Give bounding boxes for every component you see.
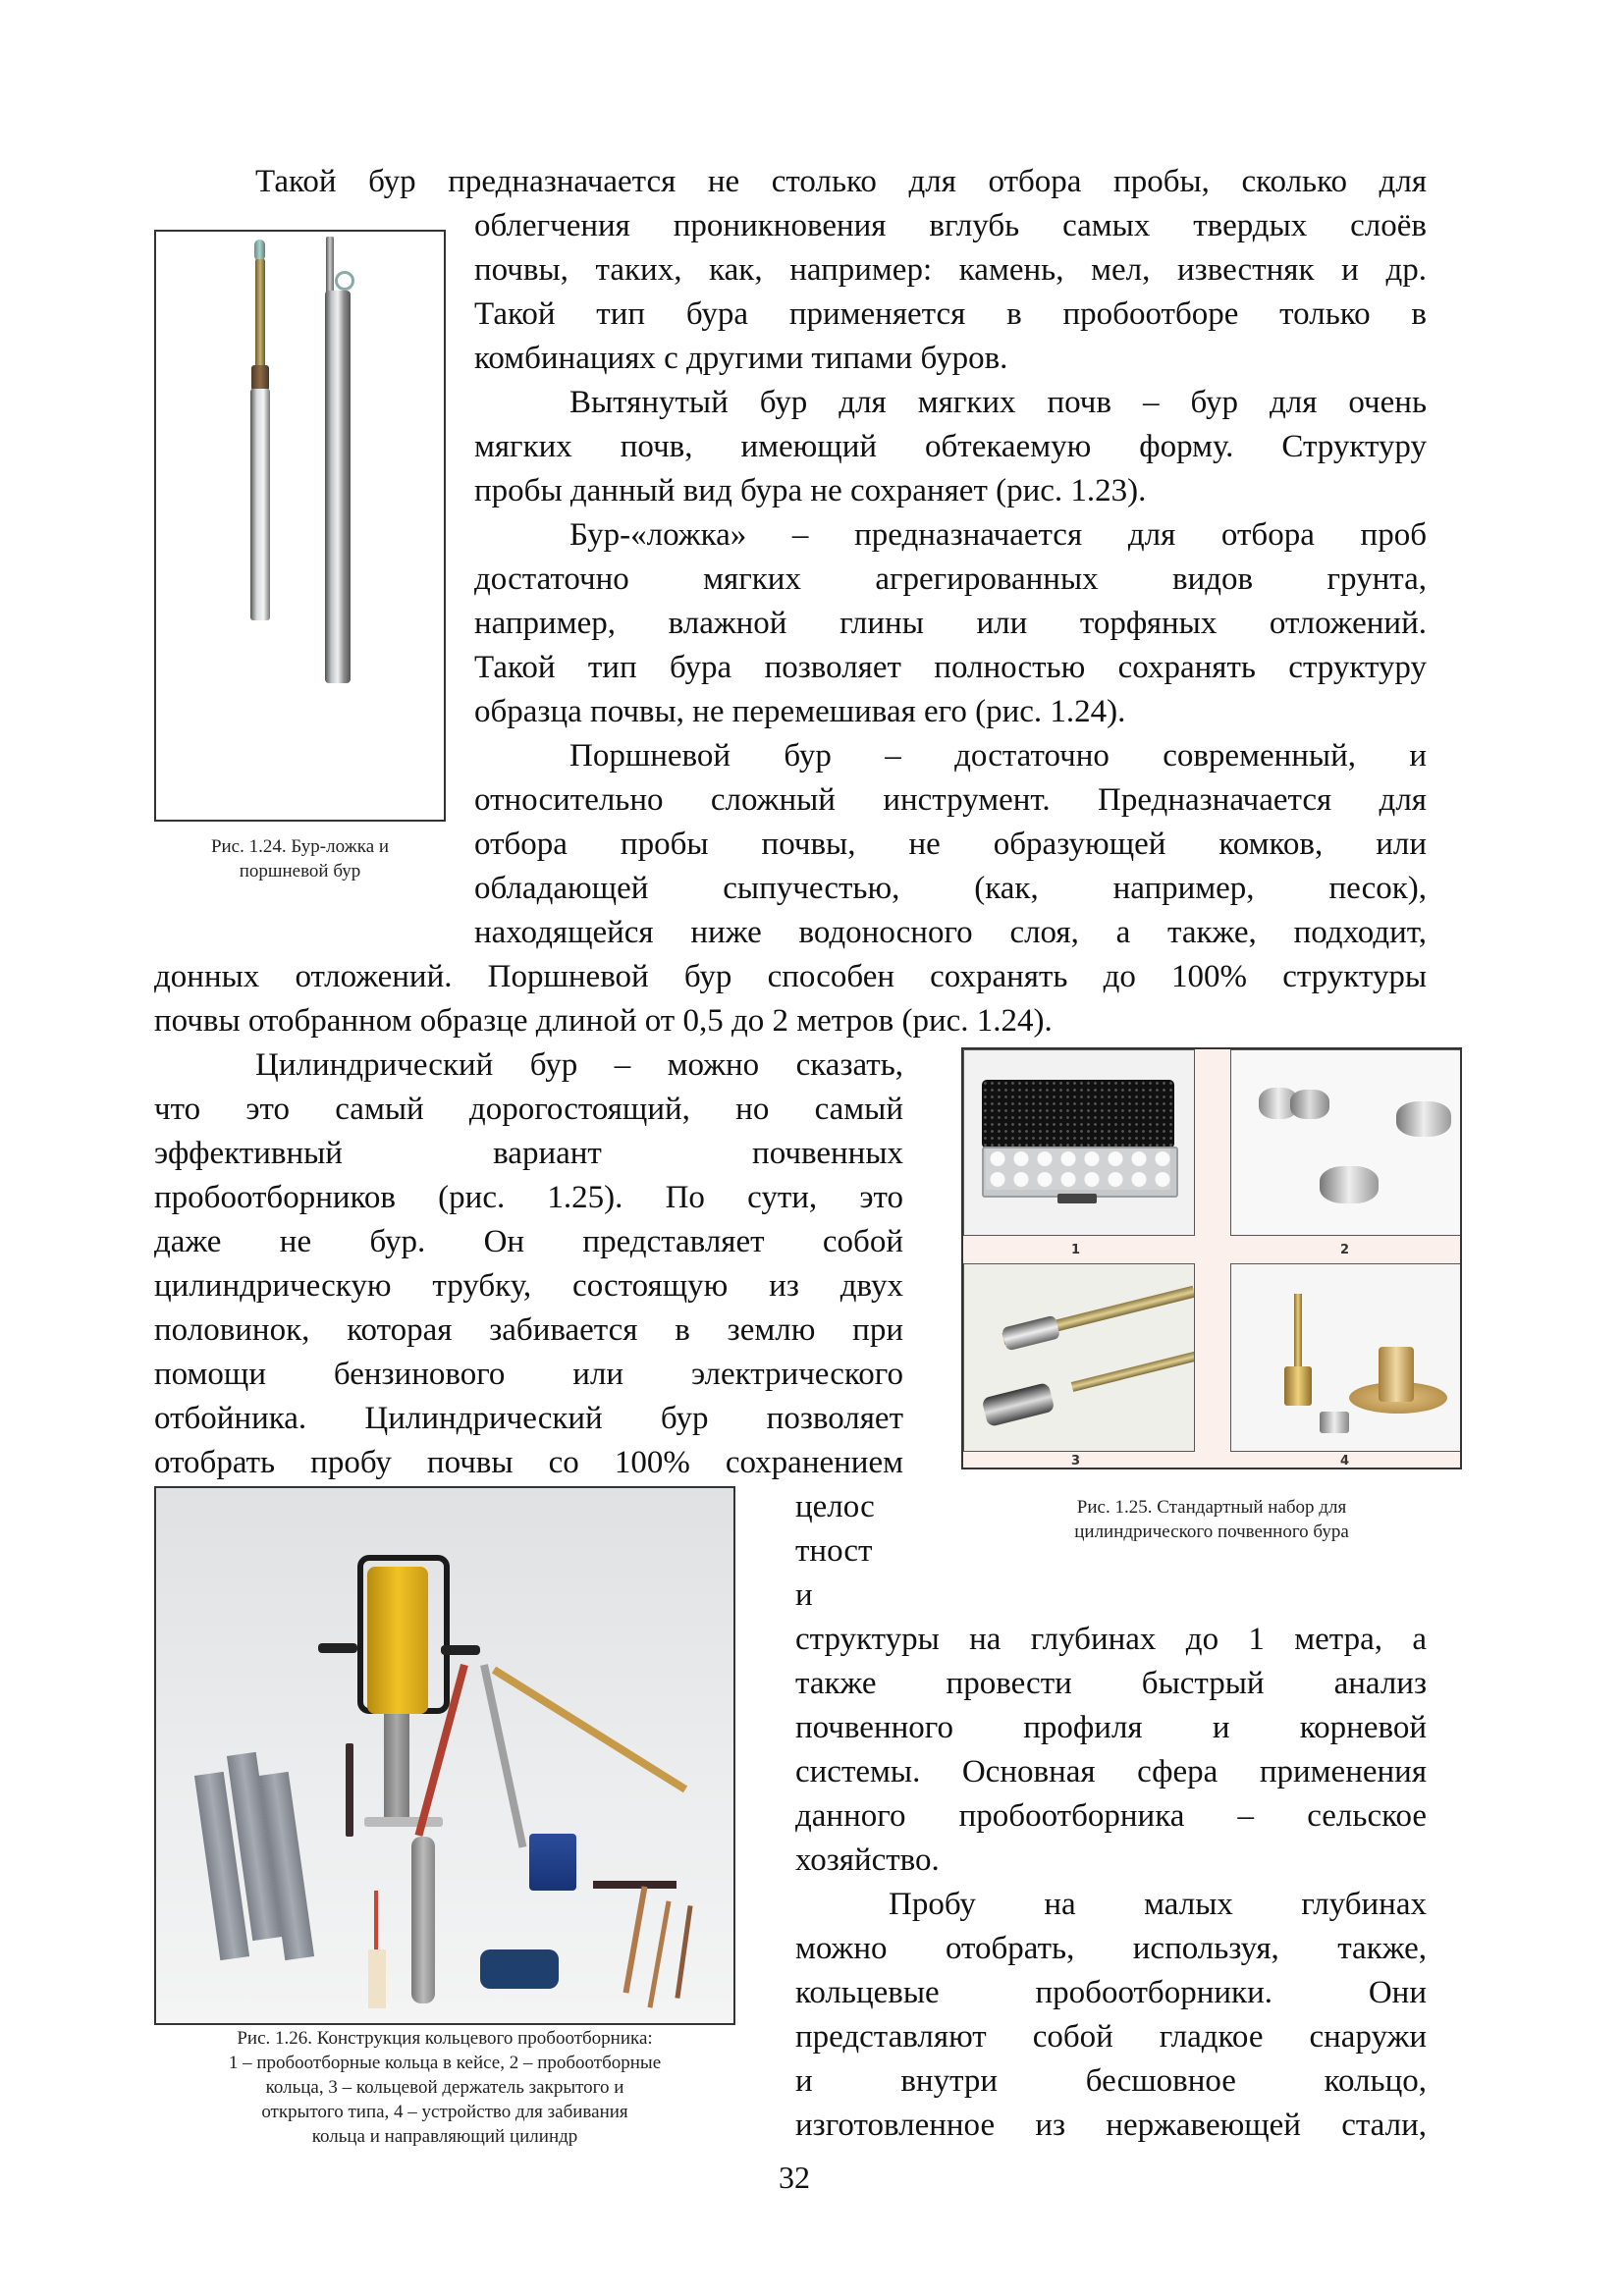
figure-1-26-image xyxy=(154,1486,735,2025)
piston-line-1: Поршневой бур – достаточно современный, и xyxy=(569,738,1427,774)
panel-3-holders xyxy=(963,1263,1195,1452)
panel-label-2: 2 xyxy=(1340,1243,1350,1257)
figure-1-25-caption xyxy=(961,1495,1462,1544)
piston-line-3: отбора пробы почвы, не образующей комков, или xyxy=(474,827,1427,862)
cylinder-line-4: пробоотборников (рис. 1.25). По сути, это xyxy=(154,1180,903,1215)
figure-1-24-caption xyxy=(154,834,446,883)
auger-rods-photo-icon xyxy=(156,232,444,820)
figure-1-25-caption-line-2: цилиндрического почвенного бура xyxy=(1074,1522,1349,1542)
cylinder-line-7: половинок, которая забивается в землю при xyxy=(154,1312,903,1348)
stretched-line-2: мягких почв, имеющий обтекаемую форму. Структуру xyxy=(474,429,1427,464)
piston-line-4: обладающей сыпучестью, (как, например, песок), xyxy=(474,871,1427,906)
broken-word-3: и xyxy=(795,1577,813,1613)
cylinder-cont-3: почвенного профиля и корневой xyxy=(795,1710,1427,1745)
ring-line-4: представляют собой гладкое снаружи xyxy=(795,2019,1427,2055)
figure-1-26-caption-line-5: кольца и направляющий цилиндр xyxy=(311,2126,578,2147)
ring-sampler-kit-photo-icon xyxy=(156,1488,733,2023)
figure-1-26-caption-line-3: кольца, 3 – кольцевой держатель закрытого и xyxy=(265,2077,624,2098)
cylinder-line-6: цилиндрическую трубку, состоящую из двух xyxy=(154,1268,903,1304)
panel-4-driver xyxy=(1230,1263,1462,1452)
cylinder-cont-6: хозяйство. xyxy=(795,1842,940,1878)
figure-1-26-caption-line-4: открытого типа, 4 – устройство для забивания xyxy=(261,2102,628,2122)
panel-1-case xyxy=(963,1049,1195,1236)
spoon-line-3: например, влажной глины или торфяных отложений. xyxy=(474,606,1427,641)
cylinder-cont-4: системы. Основная сфера применения xyxy=(795,1754,1427,1789)
ring-line-3: кольцевые пробоотборники. Они xyxy=(795,1975,1427,2010)
intro-line-1: Такой бур предназначается не столько для отбора пробы, сколько для xyxy=(255,164,1427,199)
cylinder-line-9: отбойника. Цилиндрический бур позволяет xyxy=(154,1401,903,1436)
piston-line-2: относительно сложный инструмент. Предназначается для xyxy=(474,782,1427,818)
figure-1-26-caption xyxy=(154,2026,735,2149)
spoon-line-4: Такой тип бура позволяет полностью сохранять структуру xyxy=(474,650,1427,685)
figure-1-24-image xyxy=(154,230,446,822)
broken-word-1: целос xyxy=(795,1489,875,1524)
cylinder-line-5: даже не бур. Он представляет собой xyxy=(154,1224,903,1259)
cylinder-cont-5: данного пробоотборника – сельское xyxy=(795,1798,1427,1834)
intro-line-5: комбинациях с другими типами буров. xyxy=(474,341,1008,376)
cylinder-line-1: Цилиндрический бур – можно сказать, xyxy=(255,1047,903,1083)
ring-line-6: изготовленное из нержавеющей стали, xyxy=(795,2108,1427,2143)
broken-word-2: тност xyxy=(795,1533,873,1569)
stretched-line-3: пробы данный вид бура не сохраняет (рис. 1.23). xyxy=(474,473,1147,508)
spoon-line-2: достаточно мягких агрегированных видов грунта, xyxy=(474,561,1427,597)
ring-line-2: можно отобрать, используя, также, xyxy=(795,1931,1427,1966)
figure-1-25-image xyxy=(961,1047,1462,1469)
figure-1-24-caption-line-1: Рис. 1.24. Бур-ложка и xyxy=(210,836,390,857)
cylinder-cont-1: структуры на глубинах до 1 метра, а xyxy=(795,1622,1427,1657)
panel-2-rings xyxy=(1230,1049,1462,1236)
piston-line-5: находящейся ниже водоносного слоя, а также, подходит, xyxy=(474,915,1427,950)
cylinder-line-2: что это самый дорогостоящий, но самый xyxy=(154,1092,903,1127)
cylinder-line-10: отобрать пробу почвы со 100% сохранением xyxy=(154,1445,903,1480)
cylinder-line-8: помощи бензинового или электрического xyxy=(154,1357,903,1392)
stretched-line-1: Вытянутый бур для мягких почв – бур для очень xyxy=(569,385,1427,420)
spoon-line-1: Бур-«ложка» – предназначается для отбора проб xyxy=(569,517,1427,553)
cylinder-cont-2: также провести быстрый анализ xyxy=(795,1666,1427,1701)
figure-1-25-caption-line-1: Рис. 1.25. Стандартный набор для xyxy=(1076,1497,1347,1518)
figure-1-26-caption-line-1: Рис. 1.26. Конструкция кольцевого пробоотборника: xyxy=(237,2028,653,2049)
intro-line-3: почвы, таких, как, например: камень, мел, известняк и др. xyxy=(474,252,1427,288)
intro-line-2: облегчения проникновения вглубь самых твердых слоёв xyxy=(474,208,1427,243)
panel-label-3: 3 xyxy=(1071,1454,1081,1468)
ring-line-5: и внутри бесшовное кольцо, xyxy=(795,2063,1427,2099)
figure-1-26-caption-line-2: 1 – пробоотборные кольца в кейсе, 2 – пробоотборные xyxy=(228,2053,662,2073)
intro-line-4: Такой тип бура применяется в пробоотборе только в xyxy=(474,296,1427,332)
panel-label-4: 4 xyxy=(1340,1454,1350,1468)
cylinder-auger-kit-photo-icon xyxy=(963,1049,1460,1468)
figure-1-24-caption-line-2: поршневой бур xyxy=(239,861,361,881)
ring-line-1: Пробу на малых глубинах xyxy=(889,1887,1427,1922)
page-number: 32 xyxy=(779,2160,810,2195)
spoon-line-5: образца почвы, не перемешивая его (рис. 1.24). xyxy=(474,694,1126,729)
piston-line-7: почвы отобранном образце длиной от 0,5 до 2 метров (рис. 1.24). xyxy=(154,1003,1053,1039)
panel-label-1: 1 xyxy=(1071,1243,1081,1257)
piston-line-6: донных отложений. Поршневой бур способен сохранять до 100% структуры xyxy=(154,959,1427,994)
cylinder-line-3: эффективный вариант почвенных xyxy=(154,1136,903,1171)
